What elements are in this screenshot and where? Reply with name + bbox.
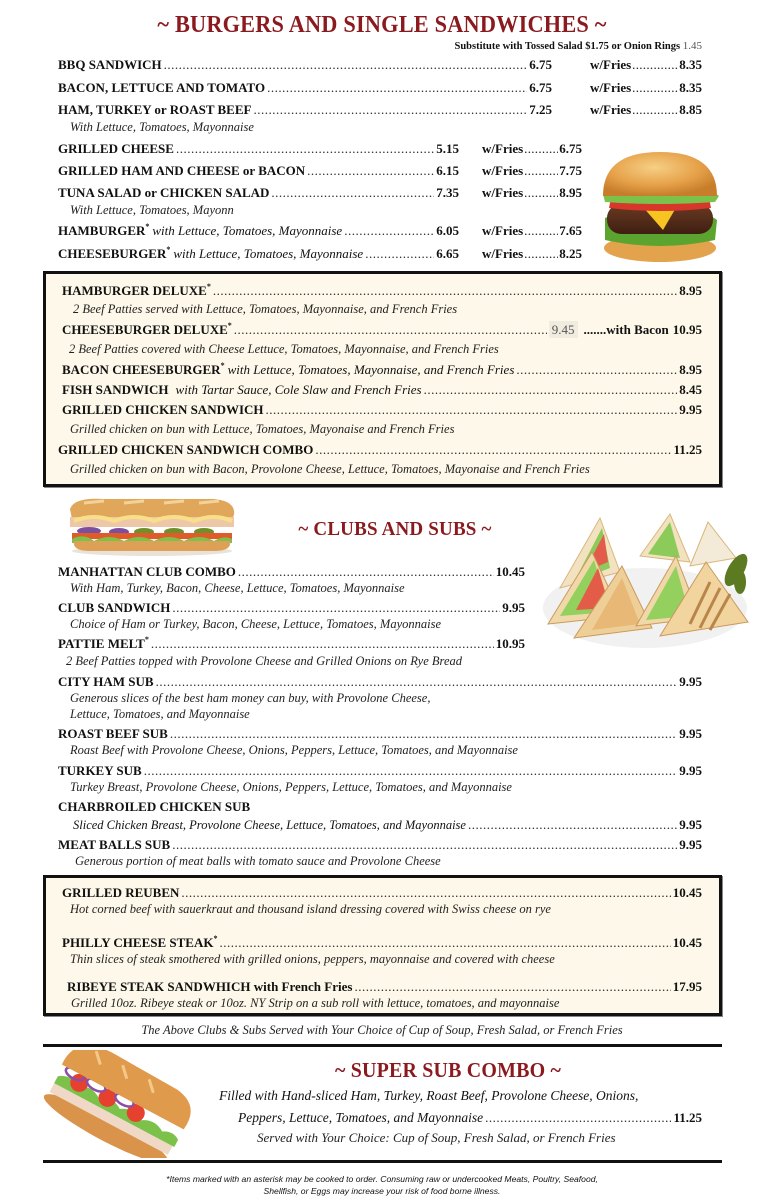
bacon-option-price: 10.95 xyxy=(672,322,702,337)
asterisk-marker: * xyxy=(220,361,225,370)
item-name: RIBEYE STEAK SANDWHICH with French Fries xyxy=(67,979,353,994)
fries-price-tuna xyxy=(482,184,582,201)
dot-leader xyxy=(354,978,670,995)
fries-price: 7.65 xyxy=(559,223,582,238)
super-sub-description-line-1: Filled with Hand-sliced Ham, Turkey, Roast Beef, Provolone Cheese, Onions, xyxy=(219,1088,639,1103)
fries-price-cheeseburger xyxy=(482,245,582,262)
menu-item-charbroiled-chicken-sub xyxy=(58,798,250,815)
item-description: Thin slices of steak smothered with grilled onions, peppers, mayonnaise and covered with cheese xyxy=(70,952,555,966)
item-name-text: CHEESEBURGER xyxy=(58,246,167,261)
club-sandwich-photo-icon xyxy=(540,512,750,650)
item-description: Hot corned beef with sauerkraut and thousand island dressing covered with Swiss cheese on rye xyxy=(70,902,551,916)
item-price: 6.05 xyxy=(436,223,459,238)
item-price: 11.25 xyxy=(673,1110,702,1125)
item-name: CHARBROILED CHICKEN SUB xyxy=(58,799,251,814)
item-name: BACON, LETTUCE AND TOMATO xyxy=(58,80,266,95)
dot-leader xyxy=(632,101,678,118)
item-price: 10.45 xyxy=(672,935,702,950)
item-name xyxy=(58,635,149,652)
onion-rings-price: 1.45 xyxy=(682,40,702,52)
fries-price-grilled-cheese xyxy=(482,140,582,157)
item-inline-description: with Tartar Sauce, Cole Slaw and French Fries xyxy=(175,382,422,397)
item-price: 9.95 xyxy=(679,763,702,778)
fries-label: w/Fries xyxy=(482,223,524,238)
dot-leader xyxy=(172,599,500,616)
dot-leader xyxy=(156,673,678,690)
menu-item-blt xyxy=(58,79,552,96)
dot-leader xyxy=(344,222,434,239)
dot-leader xyxy=(176,140,434,157)
item-name xyxy=(62,361,225,378)
divider-bottom xyxy=(43,1160,722,1163)
item-name: GRILLED CHICKEN SANDWICH xyxy=(62,402,264,417)
item-name-text: HAMBURGER xyxy=(58,223,146,238)
footnote-line-1: *Items marked with an asterisk may be cooked to order. Consuming raw or undercooked Meats, Poultry, Seafood, xyxy=(166,1174,598,1184)
dot-leader xyxy=(172,836,677,853)
fries-price: 8.85 xyxy=(679,102,702,117)
fries-price-hamburger xyxy=(482,222,582,239)
item-inline-description: with Lettuce, Tomatoes, Mayonnaise xyxy=(152,223,343,238)
menu-item-turkey-sub xyxy=(58,762,702,779)
item-price: 11.25 xyxy=(673,442,702,457)
menu-item-grilled-reuben xyxy=(62,884,702,901)
dot-leader xyxy=(315,441,671,458)
menu-item-manhattan-club-combo xyxy=(58,563,525,580)
item-price: 8.45 xyxy=(679,382,702,397)
fries-label: w/Fries xyxy=(482,246,524,261)
menu-item-grilled-ham-cheese xyxy=(58,162,459,179)
dot-leader xyxy=(164,56,528,73)
item-name xyxy=(62,934,217,951)
dot-leader xyxy=(253,101,527,118)
item-price: 9.45 xyxy=(549,321,578,338)
item-description: Grilled 10oz. Ribeye steak or 10oz. NY Strip on a sub roll with lettuce, tomatoes, and mayonnaise xyxy=(71,996,560,1010)
menu-item-bbq-sandwich xyxy=(58,56,552,73)
menu-item-philly-cheese-steak xyxy=(62,934,702,951)
fries-label: w/Fries xyxy=(590,102,632,117)
item-description-line-2: Lettuce, Tomatoes, and Mayonnaise xyxy=(70,707,250,721)
item-name: MANHATTAN CLUB COMBO xyxy=(58,564,236,579)
fries-price: 8.35 xyxy=(679,80,702,95)
item-description: 2 Beef Patties covered with Cheese Lettuce, Tomatoes, Mayonnaise, and French Fries xyxy=(69,342,499,356)
item-name: FISH SANDWICH xyxy=(62,382,169,397)
item-price: 10.45 xyxy=(495,564,525,579)
dot-leader xyxy=(219,934,670,951)
item-name-text: PHILLY CHEESE STEAK xyxy=(62,935,214,950)
dot-leader xyxy=(424,381,678,398)
item-price: 9.95 xyxy=(679,674,702,689)
item-price: 9.95 xyxy=(679,837,702,852)
item-price: 5.15 xyxy=(436,141,459,156)
item-name: GRILLED REUBEN xyxy=(62,885,180,900)
item-name: BBQ SANDWICH xyxy=(58,57,162,72)
dot-leader xyxy=(271,184,434,201)
dot-leader xyxy=(485,1109,671,1126)
fries-price-ham xyxy=(590,101,702,118)
divider-top xyxy=(43,1044,722,1047)
item-description: 2 Beef Patties topped with Provolone Cheese and Grilled Onions on Rye Bread xyxy=(66,654,462,668)
item-price: 7.35 xyxy=(436,185,459,200)
fries-price: 8.95 xyxy=(559,185,582,200)
item-name xyxy=(62,321,232,338)
item-price: 7.25 xyxy=(529,102,552,117)
item-description: Turkey Breast, Provolone Cheese, Onions, Peppers, Lettuce, Tomatoes, and Mayonnaise xyxy=(70,780,512,794)
dot-leader xyxy=(468,816,677,833)
item-description: Generous slices of the best ham money can buy, with Provolone Cheese, xyxy=(70,691,431,705)
dot-leader xyxy=(267,79,527,96)
fries-price-grilled-ham xyxy=(482,162,582,179)
fries-label: w/Fries xyxy=(590,80,632,95)
item-name: CITY HAM SUB xyxy=(58,674,154,689)
charbroiled-chicken-price-line xyxy=(73,816,702,833)
item-name: TURKEY SUB xyxy=(58,763,142,778)
menu-item-ribeye-steak-sandwich xyxy=(67,978,702,995)
item-name-text: BACON CHEESEBURGER xyxy=(62,362,221,377)
item-name xyxy=(58,222,149,239)
section-title-burgers: ~ BURGERS AND SINGLE SANDWICHES ~ xyxy=(157,12,607,38)
item-inline-description: with Lettuce, Tomatoes, Mayonnaise, and French Fries xyxy=(227,362,515,377)
dot-leader xyxy=(365,245,434,262)
dot-leader xyxy=(213,282,677,299)
fries-price: 6.75 xyxy=(559,141,582,156)
asterisk-marker: * xyxy=(166,245,171,254)
allergy-footnote xyxy=(0,1173,764,1197)
menu-item-cheeseburger xyxy=(58,245,459,262)
item-description: Grilled chicken on bun with Bacon, Provolone Cheese, Lettuce, Tomatoes, Mayonaise and French Fries xyxy=(70,462,590,476)
item-description: Choice of Ham or Turkey, Bacon, Cheese, Lettuce, Tomatoes, Mayonnaise xyxy=(70,617,442,631)
item-name: HAM, TURKEY or ROAST BEEF xyxy=(58,102,252,117)
dot-leader xyxy=(144,762,678,779)
menu-item-hamburger-deluxe xyxy=(62,282,702,299)
fries-price-blt xyxy=(590,79,702,96)
item-description: With Lettuce, Tomatoes, Mayonnaise xyxy=(70,120,254,134)
asterisk-marker: * xyxy=(206,282,211,291)
dot-leader xyxy=(234,321,547,338)
item-name xyxy=(62,282,211,299)
super-sub-description-line-2: Peppers, Lettuce, Tomatoes, and Mayonnaise xyxy=(238,1110,484,1125)
dot-leader xyxy=(524,140,558,157)
bacon-option-label: .......with Bacon xyxy=(583,322,669,337)
dot-leader xyxy=(181,884,670,901)
item-price: 6.15 xyxy=(436,163,459,178)
dot-leader xyxy=(632,79,678,96)
item-price: 8.95 xyxy=(679,362,702,377)
fries-price-bbq xyxy=(590,56,702,73)
item-name: ROAST BEEF SUB xyxy=(58,726,168,741)
substitute-note xyxy=(454,40,702,52)
footnote-line-2: Shellfish, or Eggs may increase your risk of food borne illness. xyxy=(263,1186,501,1196)
item-description: With Lettuce, Tomatoes, Mayonn xyxy=(70,203,234,217)
menu-item-grilled-chicken-combo xyxy=(58,441,702,458)
hamburger-photo-icon xyxy=(597,148,723,264)
dot-leader xyxy=(516,361,677,378)
item-price: 9.95 xyxy=(679,817,702,832)
super-sub-price-line xyxy=(238,1109,702,1126)
item-price: 6.75 xyxy=(529,57,552,72)
item-name: GRILLED HAM AND CHEESE or BACON xyxy=(58,163,306,178)
dot-leader xyxy=(266,401,678,418)
item-price: 6.75 xyxy=(529,80,552,95)
item-description: Grilled chicken on bun with Lettuce, Tomatoes, Mayonaise and French Fries xyxy=(70,422,455,436)
item-name-text: CHEESEBURGER DELUXE xyxy=(62,322,228,337)
dot-leader xyxy=(524,162,558,179)
menu-item-pattie-melt xyxy=(58,635,525,652)
substitute-note-text: Substitute with Tossed Salad $1.75 or Onion Rings xyxy=(454,41,681,52)
menu-item-fish-sandwich xyxy=(62,381,702,398)
item-name: GRILLED CHICKEN SANDWICH COMBO xyxy=(58,442,314,457)
item-price: 9.95 xyxy=(502,600,525,615)
menu-item-cheeseburger-deluxe xyxy=(62,321,702,338)
item-price: 9.95 xyxy=(679,726,702,741)
item-name xyxy=(58,245,170,262)
menu-item-hamburger xyxy=(58,222,459,239)
item-description: Roast Beef with Provolone Cheese, Onions, Peppers, Lettuce, Tomatoes, and Mayonnaise xyxy=(70,743,518,757)
asterisk-marker: * xyxy=(145,222,150,231)
fries-label: w/Fries xyxy=(482,185,524,200)
asterisk-marker: * xyxy=(144,635,149,644)
fries-price: 7.75 xyxy=(559,163,582,178)
super-sub-served-note: Served with Your Choice: Cup of Soup, Fresh Salad, or French Fries xyxy=(257,1130,616,1145)
asterisk-marker: * xyxy=(213,934,218,943)
asterisk-marker: * xyxy=(227,321,232,330)
menu-item-city-ham-sub xyxy=(58,673,702,690)
dot-leader xyxy=(151,635,494,652)
item-price: 10.45 xyxy=(672,885,702,900)
item-description: Generous portion of meat balls with tomato sauce and Provolone Cheese xyxy=(75,854,441,868)
dot-leader xyxy=(632,56,678,73)
item-name-text: HAMBURGER DELUXE xyxy=(62,283,207,298)
item-description: With Ham, Turkey, Bacon, Cheese, Lettuce, Tomatoes, Mayonnaise xyxy=(70,581,405,595)
section-title-super-sub: ~ SUPER SUB COMBO ~ xyxy=(334,1058,562,1082)
menu-item-meat-balls-sub xyxy=(58,836,702,853)
dot-leader xyxy=(170,725,677,742)
menu-item-bacon-cheeseburger xyxy=(62,361,702,378)
fries-price: 8.25 xyxy=(559,246,582,261)
menu-item-roast-beef-sub xyxy=(58,725,702,742)
item-price: 6.65 xyxy=(436,246,459,261)
item-price: 9.95 xyxy=(679,402,702,417)
item-name: TUNA SALAD or CHICKEN SALAD xyxy=(58,185,270,200)
clubs-subs-served-note: The Above Clubs & Subs Served with Your Choice of Cup of Soup, Fresh Salad, or French Fries xyxy=(141,1023,623,1037)
item-description: Sliced Chicken Breast, Provolone Cheese, Lettuce, Tomatoes, and Mayonnaise xyxy=(73,818,466,832)
dot-leader xyxy=(524,245,558,262)
dot-leader xyxy=(524,222,558,239)
menu-item-club-sandwich xyxy=(58,599,525,616)
section-title-clubs: ~ CLUBS AND SUBS ~ xyxy=(298,518,492,540)
item-description: 2 Beef Patties served with Lettuce, Tomatoes, Mayonnaise, and French Fries xyxy=(73,302,458,316)
dot-leader xyxy=(307,162,434,179)
dot-leader xyxy=(238,563,494,580)
item-name: MEAT BALLS SUB xyxy=(58,837,171,852)
menu-item-tuna-chicken-salad xyxy=(58,184,459,201)
fries-label: w/Fries xyxy=(482,163,524,178)
dot-leader xyxy=(524,184,558,201)
item-name: GRILLED CHEESE xyxy=(58,141,174,156)
menu-item-ham-turkey-roast-beef xyxy=(58,101,552,118)
fries-label: w/Fries xyxy=(482,141,524,156)
menu-item-grilled-cheese xyxy=(58,140,459,157)
item-name: CLUB SANDWICH xyxy=(58,600,171,615)
item-price: 8.95 xyxy=(679,283,702,298)
item-price: 17.95 xyxy=(672,979,702,994)
fries-label: w/Fries xyxy=(590,57,632,72)
item-name-text: PATTIE MELT xyxy=(58,636,145,651)
menu-item-grilled-chicken-sandwich xyxy=(62,401,702,418)
fries-price: 8.35 xyxy=(679,57,702,72)
item-price: 10.95 xyxy=(495,636,525,651)
item-inline-description: with Lettuce, Tomatoes, Mayonnaise xyxy=(173,246,364,261)
